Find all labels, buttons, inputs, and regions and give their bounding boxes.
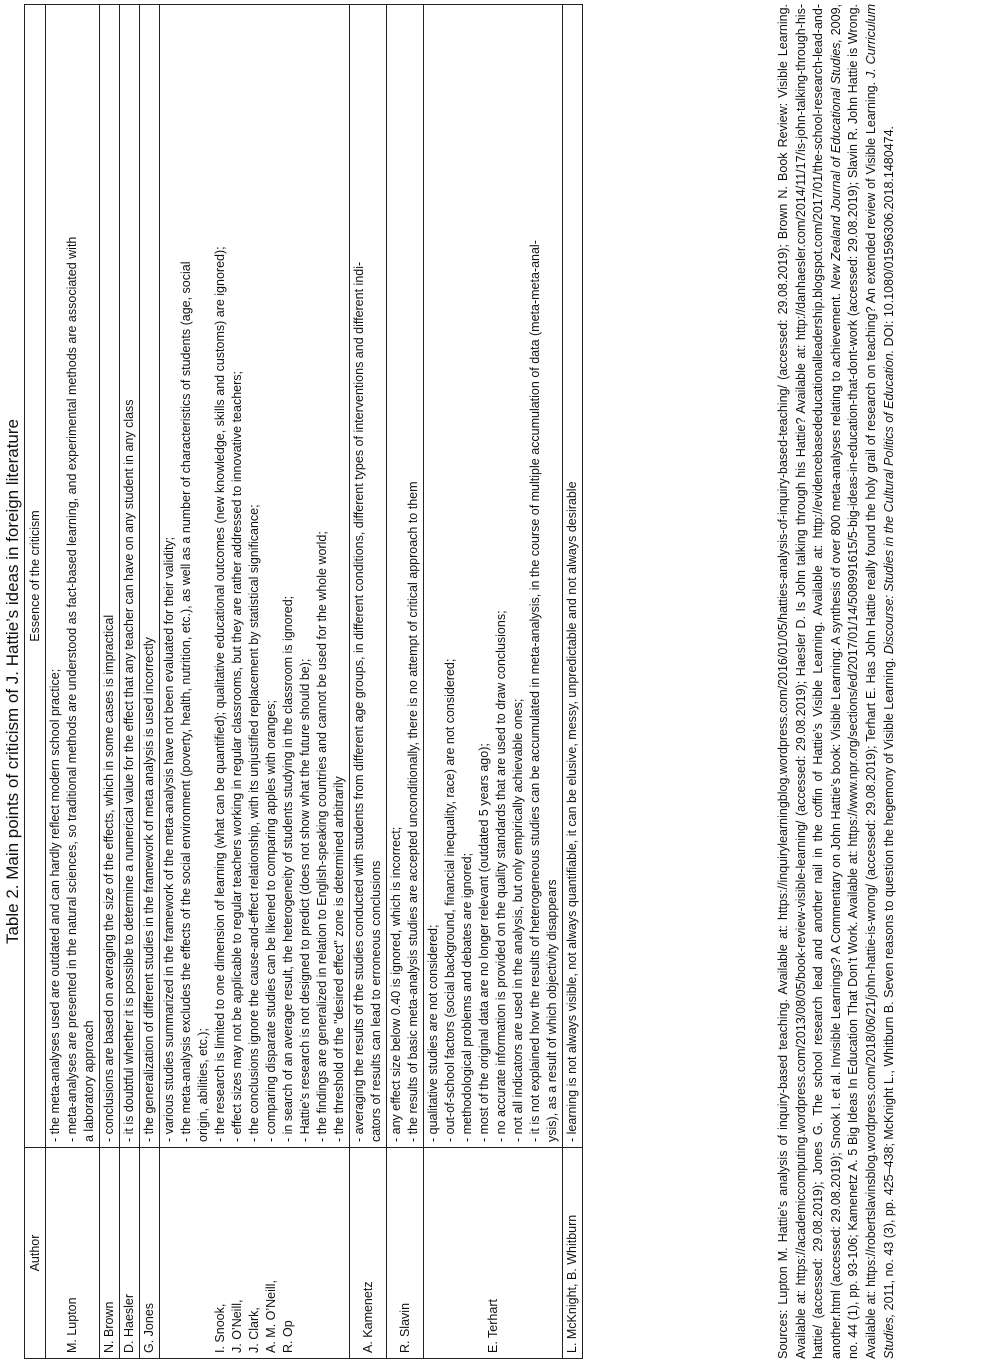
table-row xyxy=(160,5,350,1359)
criticism-line: - the research is limited to one dimension of learning (what can be quantified); qualitative educational outcomes (new knowledge, skills and customs) are ignored); xyxy=(213,246,227,1142)
table-row xyxy=(100,5,120,1359)
criticism-cell xyxy=(160,5,350,1148)
sources-journal-1: New Zealand Journal of Educational Studies, xyxy=(828,38,843,290)
author-cell xyxy=(160,1148,350,1359)
author-name: L. McKnight, B. Whitburn xyxy=(565,1214,579,1353)
criticism-line: - Hattie’s research is not designed to predict (does not show what the future should be); xyxy=(298,658,312,1142)
criticism-line: - most of the original data are no longer relevant (outdated 5 years ago); xyxy=(477,743,491,1142)
author-name: R. Op xyxy=(281,1320,295,1353)
author-cell xyxy=(424,1148,563,1359)
author-cell xyxy=(46,1148,100,1359)
criticism-cell xyxy=(140,5,160,1148)
author-name: D. Haesler xyxy=(122,1293,136,1353)
criticism-cell xyxy=(120,5,140,1148)
criticism-line: - various studies summarized in the framework of the meta-analysis have not been evaluated for their validity; xyxy=(162,536,176,1142)
criticism-line: - the results of basic meta-analysis studies are accepted unconditionally, there is no attempt of critical approach to them xyxy=(406,481,420,1142)
author-name: M. Lupton xyxy=(65,1297,79,1353)
table-row xyxy=(387,5,424,1359)
author-cell xyxy=(100,1148,120,1359)
essence-header: Essence of the criticism xyxy=(25,5,46,1148)
table-body xyxy=(46,5,583,1359)
criticism-line: - comparing disparate studies can be likened to comparing apples with oranges; xyxy=(264,700,278,1142)
criticism-line: - it is not explained how the results of heterogeneous studies can be accumulated in meta-analysis, in the course of multiple accumulation of data (meta-meta-anal- xyxy=(528,240,542,1142)
criticism-line: - any effect size below 0.40 is ignored, which is incorrect; xyxy=(389,826,403,1142)
criticism-line: - the findings are generalized in relation to English-speaking countries and cannot be used for the whole world; xyxy=(315,531,329,1142)
criticism-cell xyxy=(424,5,563,1148)
table-row xyxy=(120,5,140,1359)
sources-text-1: Sources: Lupton M. Hattie’s analysis of inquiry-based teaching. Available at: https://inquirylearningblog.wordpress.com/2016/01/05/hatties-analysis-of-inquiry-based-teaching/ (accessed: 29.08.2019); Brown N. Book Review: Visible Learning. Available at: https://academiccomputing.wordpress.com/2013/08/05/book-review-visible-learning/ (accessed: 29.08.2019); Haesler D. Is John talking through his Hattie? Available at: http://danhaesler.com/2014/11/17/is-john-talking-through-his-hattie/ (accessed: 29.08.2019); Jones G. The school research lead and another nail in the coffin of Hattie’s Visible Learning. Available at: http://evidencebasededucationalleadership.blogspot.com/2017/01/the-school-research-lead-and-another.html (accessed: 29.08.2019); Snook I. et al. Invisible Learnings? A Commentary on John Hattie’s book: Visible Learning: A synthesis of over 800 meta-analyses relating to achievement. xyxy=(776,4,843,1359)
criticism-cell xyxy=(46,5,100,1148)
criticism-line: ysis), as a result of which objectivity disappears xyxy=(545,879,559,1142)
criticism-cell xyxy=(563,5,583,1148)
table-caption: Table 2. Main points of criticism of J. Hattie’s ideas in foreign literature xyxy=(3,418,22,945)
author-name: N. Brown xyxy=(102,1301,116,1353)
author-name: G. Jones xyxy=(142,1302,156,1353)
criticism-line: - averaging the results of the studies conducted with students from different age groups, in different conditions, different types of interventions and different indi- xyxy=(352,261,366,1142)
criticism-line: a laboratory approach xyxy=(82,1020,96,1142)
author-header: Author xyxy=(25,1148,46,1359)
criticism-cell xyxy=(350,5,387,1148)
author-name: E. Terhart xyxy=(485,1299,500,1353)
criticism-line: - the meta-analysis excludes the effects of the social environment (poverty, health, nutrition, etc.), as well as a number of characteristics of students (age, social xyxy=(179,261,193,1142)
sources-paragraph xyxy=(775,4,898,1359)
author-cell xyxy=(387,1148,424,1359)
criticism-line: cators of results can lead to erroneous conclusions xyxy=(369,860,383,1142)
table-row xyxy=(46,5,100,1359)
criticism-line: - the meta-analyses used are outdated and can hardly reflect modern school practice; xyxy=(48,668,62,1142)
author-name: I. Snook, xyxy=(213,1303,227,1353)
criticism-line: - learning is not always visible, not always quantifiable, it can be elusive, messy, unpredictable and not always desirable xyxy=(565,481,579,1142)
sources-text-3: 2011, no. 43 (3), pp. 425–438; McKnight L., Whitburn B. Seven reasons to question the hegemony of Visible Learning. xyxy=(881,657,896,1311)
criticism-line: - methodological problems and debates are ignored; xyxy=(460,852,474,1142)
criticism-cell xyxy=(100,5,120,1148)
author-cell xyxy=(120,1148,140,1359)
criticism-cell xyxy=(387,5,424,1148)
sources-journal-2: J. Curriculum Studies, xyxy=(863,3,896,1359)
criticism-line: - out-of-school factors (social background, financial inequality, race) are not considered; xyxy=(443,658,457,1142)
table-row xyxy=(424,5,563,1359)
author-name: A. Kamenetz xyxy=(360,1281,375,1353)
table-row xyxy=(140,5,160,1359)
table-header-row xyxy=(25,5,46,1359)
sources-text-4: DOI: 10.1080/01596306.2018.1480474. xyxy=(881,125,896,347)
sources-journal-3: Discourse: Studies in the Cultural Politics of Education. xyxy=(881,349,896,655)
table-row xyxy=(350,5,387,1359)
criticism-line: origin, abilities, etc.); xyxy=(196,1028,210,1142)
criticism-line: - the threshold of the "desired effect" zone is determined arbitrarily xyxy=(332,776,346,1142)
author-name: J. O’Neill, xyxy=(230,1299,244,1353)
author-cell xyxy=(563,1148,583,1359)
criticism-line: - no accurate information is provided on the quality standards that are used to draw conclusions; xyxy=(494,610,508,1142)
author-name: A. M. O’Neill, xyxy=(264,1280,278,1353)
criticism-line: - conclusions are based on averaging the size of the effects, which in some cases is impractical xyxy=(102,614,116,1142)
criticism-line: - the generalization of different studies in the framework of meta analysis is used incorrectly xyxy=(142,637,156,1142)
table-row xyxy=(563,5,583,1359)
criticism-line: - qualitative studies are not considered; xyxy=(426,924,440,1142)
criticism-line: - in search of an average result, the heterogeneity of students studying in the classroom is ignored; xyxy=(281,595,295,1142)
author-name: J. Clark, xyxy=(247,1307,261,1353)
criticism-line: - not all indicators are used in the analysis, but only empirically achievable ones; xyxy=(511,698,525,1142)
author-cell xyxy=(350,1148,387,1359)
criticism-line: - effect sizes may not be applicable to regular teachers working in regular classrooms, but they are rather addressed to innovative teachers; xyxy=(230,370,244,1142)
author-cell xyxy=(140,1148,160,1359)
criticism-table xyxy=(24,4,583,1359)
criticism-line: - meta-analyses are presented in the natural sciences, so traditional methods are understood as fact-based learning, and experimental methods are associated with xyxy=(65,236,79,1142)
author-name: R. Slavin xyxy=(397,1302,412,1353)
criticism-line: - the conclusions ignore the cause-and-effect relationship, with its unjustified replacement by statistical significance; xyxy=(247,504,261,1142)
criticism-line: - it is doubtful whether it is possible to determine a numerical value for the effect that any teacher can have on any student in any class xyxy=(122,399,136,1142)
sources-text-2: 2009, no. 44 (1), pp. 93-106; Kamenetz A. 5 Big Ideas In Education That Don’t Work. Available at: https://www.npr.org/sections/ed/2017/01/14/508991615/5-big-ideas-in-education-that-dont-work (accessed: 29.08.2019); Slavin R. John Hattie is Wrong. Available at: https://robertslavinsblog.wordpress.com/2018/06/21/john-hattie-is-wrong/ (accessed: 29.08.2019); Terhart E. Has John Hattie really found the holy grail of research on teaching? An extended review of Visible Learning. xyxy=(828,4,878,1359)
